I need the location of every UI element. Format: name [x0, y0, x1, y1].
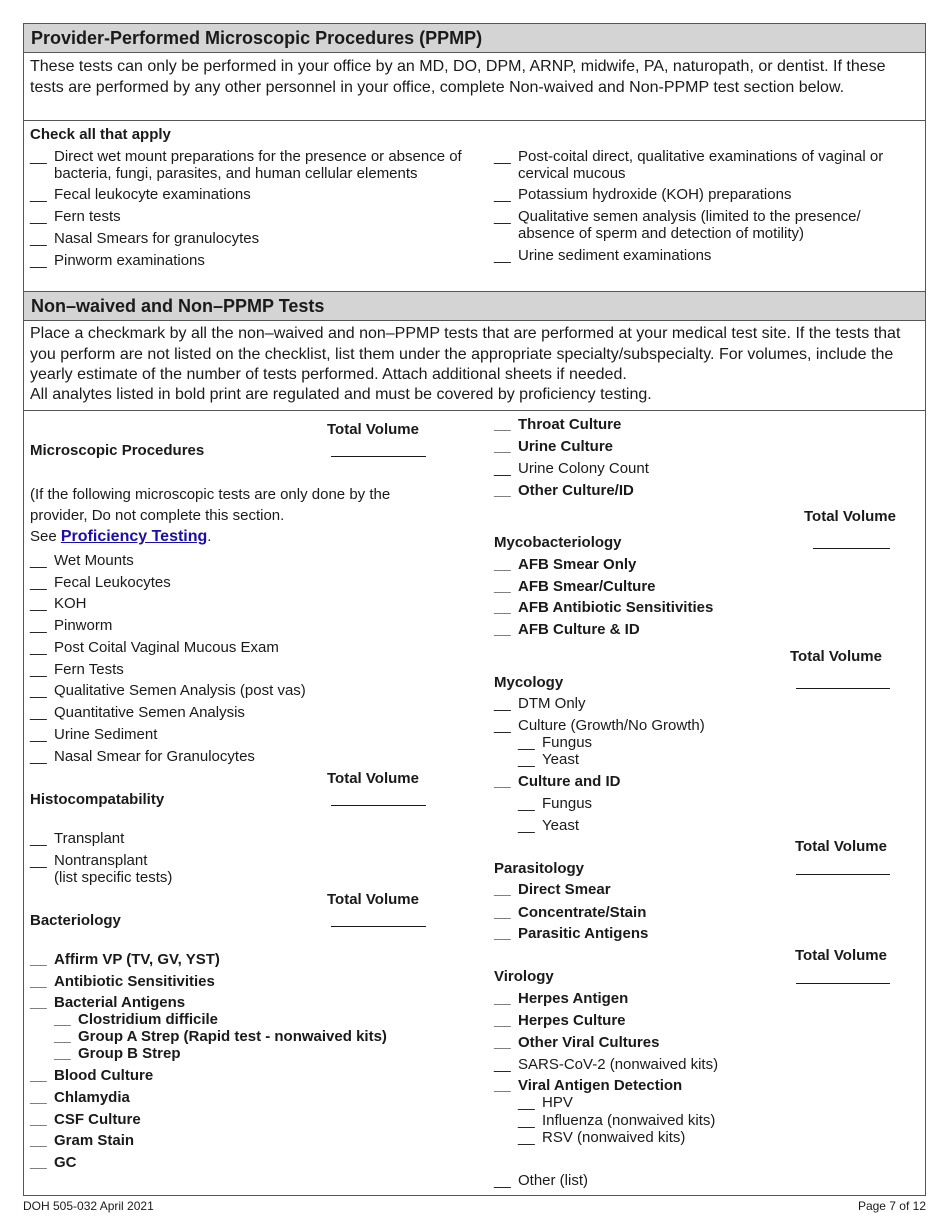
test-checkbox-item[interactable]: __DTM Only: [494, 695, 586, 712]
test-checkbox-item[interactable]: __Culture (Growth/No Growth): [494, 717, 705, 734]
test-checkbox-item[interactable]: __Herpes Antigen: [494, 990, 628, 1007]
total-volume-label: Total Volume: [327, 421, 419, 438]
histo-sub-note: (list specific tests): [54, 869, 173, 886]
total-volume-field[interactable]: [796, 983, 890, 984]
test-checkbox-item[interactable]: __Pinworm: [30, 617, 112, 634]
test-checkbox-item[interactable]: __Chlamydia: [30, 1089, 130, 1106]
ppmp-checkbox-item[interactable]: __Pinworm examinations: [30, 252, 205, 269]
ppmp-intro: These tests can only be performed in your office by an MD, DO, DPM, ARNP, midwife, PA, naturopath, or dentist. If these tests are performed by any other personnel in your office, complete Non-waived and Non-PPMP test section below.: [30, 58, 886, 96]
nonwaived-intro-bold-note: All analytes listed in bold print are regulated and must be covered by proficiency testing.: [30, 386, 652, 403]
test-sub-checkbox-item[interactable]: __Fungus: [518, 734, 592, 751]
total-volume-label: Total Volume: [790, 648, 882, 665]
microscopic-note: (If the following microscopic tests are only done by the provider, Do not complete this section. See Proficiency Testing.: [30, 486, 391, 545]
total-volume-label: Total Volume: [804, 508, 896, 525]
test-checkbox-item[interactable]: __Fern Tests: [30, 661, 124, 678]
test-checkbox-item[interactable]: __Wet Mounts: [30, 552, 134, 569]
histo-heading: Histocompatability: [30, 791, 165, 808]
test-checkbox-item[interactable]: __Affirm VP (TV, GV, YST): [30, 951, 220, 968]
test-checkbox-item[interactable]: __Fecal Leukocytes: [30, 574, 171, 591]
page-number: Page 7 of 12: [857, 1199, 926, 1213]
proficiency-testing-link[interactable]: Proficiency Testing: [60, 528, 208, 545]
test-checkbox-item[interactable]: __Blood Culture: [30, 1067, 153, 1084]
test-checkbox-item[interactable]: __Nontransplant: [30, 852, 147, 869]
virology-heading: Virology: [494, 968, 554, 985]
ppmp-checkbox-item[interactable]: __Nasal Smears for granulocytes: [30, 230, 259, 247]
total-volume-label: Total Volume: [795, 838, 887, 855]
ppmp-checkbox-item[interactable]: __Urine sediment examinations: [494, 247, 711, 264]
check-all-label: Check all that apply: [30, 126, 171, 143]
total-volume-field[interactable]: [331, 926, 426, 927]
test-checkbox-item[interactable]: __Parasitic Antigens: [494, 925, 648, 942]
test-checkbox-item[interactable]: __Bacterial Antigens: [30, 994, 185, 1011]
total-volume-field[interactable]: [813, 548, 890, 549]
test-checkbox-item[interactable]: __Other (list): [494, 1172, 588, 1189]
test-checkbox-item[interactable]: __AFB Antibiotic Sensitivities: [494, 599, 713, 616]
test-checkbox-item[interactable]: __Qualitative Semen Analysis (post vas): [30, 682, 306, 699]
total-volume-field[interactable]: [796, 688, 890, 689]
test-checkbox-item[interactable]: __Urine Colony Count: [494, 460, 649, 477]
test-checkbox-item[interactable]: __AFB Smear Only: [494, 556, 636, 573]
test-checkbox-item[interactable]: __Transplant: [30, 830, 124, 847]
test-sub-checkbox-item[interactable]: __Yeast: [518, 817, 579, 834]
total-volume-field[interactable]: [331, 456, 426, 457]
divider: [23, 120, 926, 121]
bacteriology-heading: Bacteriology: [30, 912, 121, 929]
ppmp-checkbox-item[interactable]: __Fecal leukocyte examinations: [30, 186, 251, 203]
ppmp-checkbox-item[interactable]: __ Post-coital direct, qualitative examinations of vaginal or cervical mucous: [494, 148, 909, 182]
ppmp-checkbox-item[interactable]: __Fern tests: [30, 208, 121, 225]
test-checkbox-item[interactable]: __Concentrate/Stain: [494, 904, 646, 921]
test-checkbox-item[interactable]: __Herpes Culture: [494, 1012, 626, 1029]
test-sub-checkbox-item[interactable]: __Group B Strep: [54, 1045, 181, 1062]
form-number: DOH 505-032 April 2021: [23, 1199, 154, 1213]
test-sub-checkbox-item[interactable]: __Group A Strep (Rapid test - nonwaived kits): [54, 1028, 387, 1045]
test-checkbox-item[interactable]: __Other Culture/ID: [494, 482, 634, 499]
test-sub-checkbox-item[interactable]: __Clostridium difficile: [54, 1011, 218, 1028]
test-checkbox-item[interactable]: __Urine Culture: [494, 438, 613, 455]
parasitology-heading: Parasitology: [494, 860, 585, 877]
ppmp-checkbox-item[interactable]: __ Direct wet mount preparations for the presence or absence of bacteria, fungi, parasites, and human cellular elements: [30, 148, 470, 182]
test-checkbox-item[interactable]: __CSF Culture: [30, 1111, 141, 1128]
test-checkbox-item[interactable]: __SARS-CoV-2 (nonwaived kits): [494, 1056, 718, 1073]
ppmp-checkbox-item[interactable]: __Potassium hydroxide (KOH) preparations: [494, 186, 791, 203]
nonwaived-intro: Place a checkmark by all the non–waived and non–PPMP tests that are performed at your medical test site. If the tests that you perform are not listed on the checklist, list them under the appropriate specialty/subspecialty. For volumes, include the yearly estimate of the number of tests performed. Attach additional sheets if needed.: [30, 325, 901, 383]
test-checkbox-item[interactable]: __GC: [30, 1154, 77, 1171]
total-volume-label: Total Volume: [327, 891, 419, 908]
total-volume-field[interactable]: [331, 805, 426, 806]
test-sub-checkbox-item[interactable]: __Fungus: [518, 795, 592, 812]
mycobacteriology-heading: Mycobacteriology: [494, 534, 622, 551]
test-checkbox-item[interactable]: __KOH: [30, 595, 87, 612]
test-checkbox-item[interactable]: __Throat Culture: [494, 416, 621, 433]
mycology-heading: Mycology: [494, 674, 564, 691]
total-volume-label: Total Volume: [327, 770, 419, 787]
divider: [23, 410, 926, 411]
test-checkbox-item[interactable]: __Gram Stain: [30, 1132, 134, 1149]
test-checkbox-item[interactable]: __Other Viral Cultures: [494, 1034, 659, 1051]
test-checkbox-item[interactable]: __Quantitative Semen Analysis: [30, 704, 245, 721]
test-checkbox-item[interactable]: __Culture and ID: [494, 773, 621, 790]
test-sub-checkbox-item[interactable]: __Influenza (nonwaived kits): [518, 1112, 715, 1129]
microscopic-heading: Microscopic Procedures: [30, 442, 205, 459]
test-checkbox-item[interactable]: __Nasal Smear for Granulocytes: [30, 748, 255, 765]
ppmp-section-title: Provider-Performed Microscopic Procedures (PPMP): [23, 23, 926, 53]
test-checkbox-item[interactable]: __Direct Smear: [494, 881, 611, 898]
test-checkbox-item[interactable]: __AFB Smear/Culture: [494, 578, 656, 595]
nonwaived-section-title: Non–waived and Non–PPMP Tests: [23, 291, 926, 321]
ppmp-checkbox-item[interactable]: __ Qualitative semen analysis (limited to the presence/ absence of sperm and detection of motility): [494, 208, 909, 242]
test-checkbox-item[interactable]: __Antibiotic Sensitivities: [30, 973, 215, 990]
total-volume-field[interactable]: [796, 874, 890, 875]
test-sub-checkbox-item[interactable]: __Yeast: [518, 751, 579, 768]
test-sub-checkbox-item[interactable]: __RSV (nonwaived kits): [518, 1129, 685, 1146]
test-checkbox-item[interactable]: __AFB Culture & ID: [494, 621, 640, 638]
test-checkbox-item[interactable]: __Post Coital Vaginal Mucous Exam: [30, 639, 279, 656]
test-sub-checkbox-item[interactable]: __HPV: [518, 1094, 573, 1111]
test-checkbox-item[interactable]: __Urine Sediment: [30, 726, 157, 743]
test-checkbox-item[interactable]: __Viral Antigen Detection: [494, 1077, 682, 1094]
total-volume-label: Total Volume: [795, 947, 887, 964]
